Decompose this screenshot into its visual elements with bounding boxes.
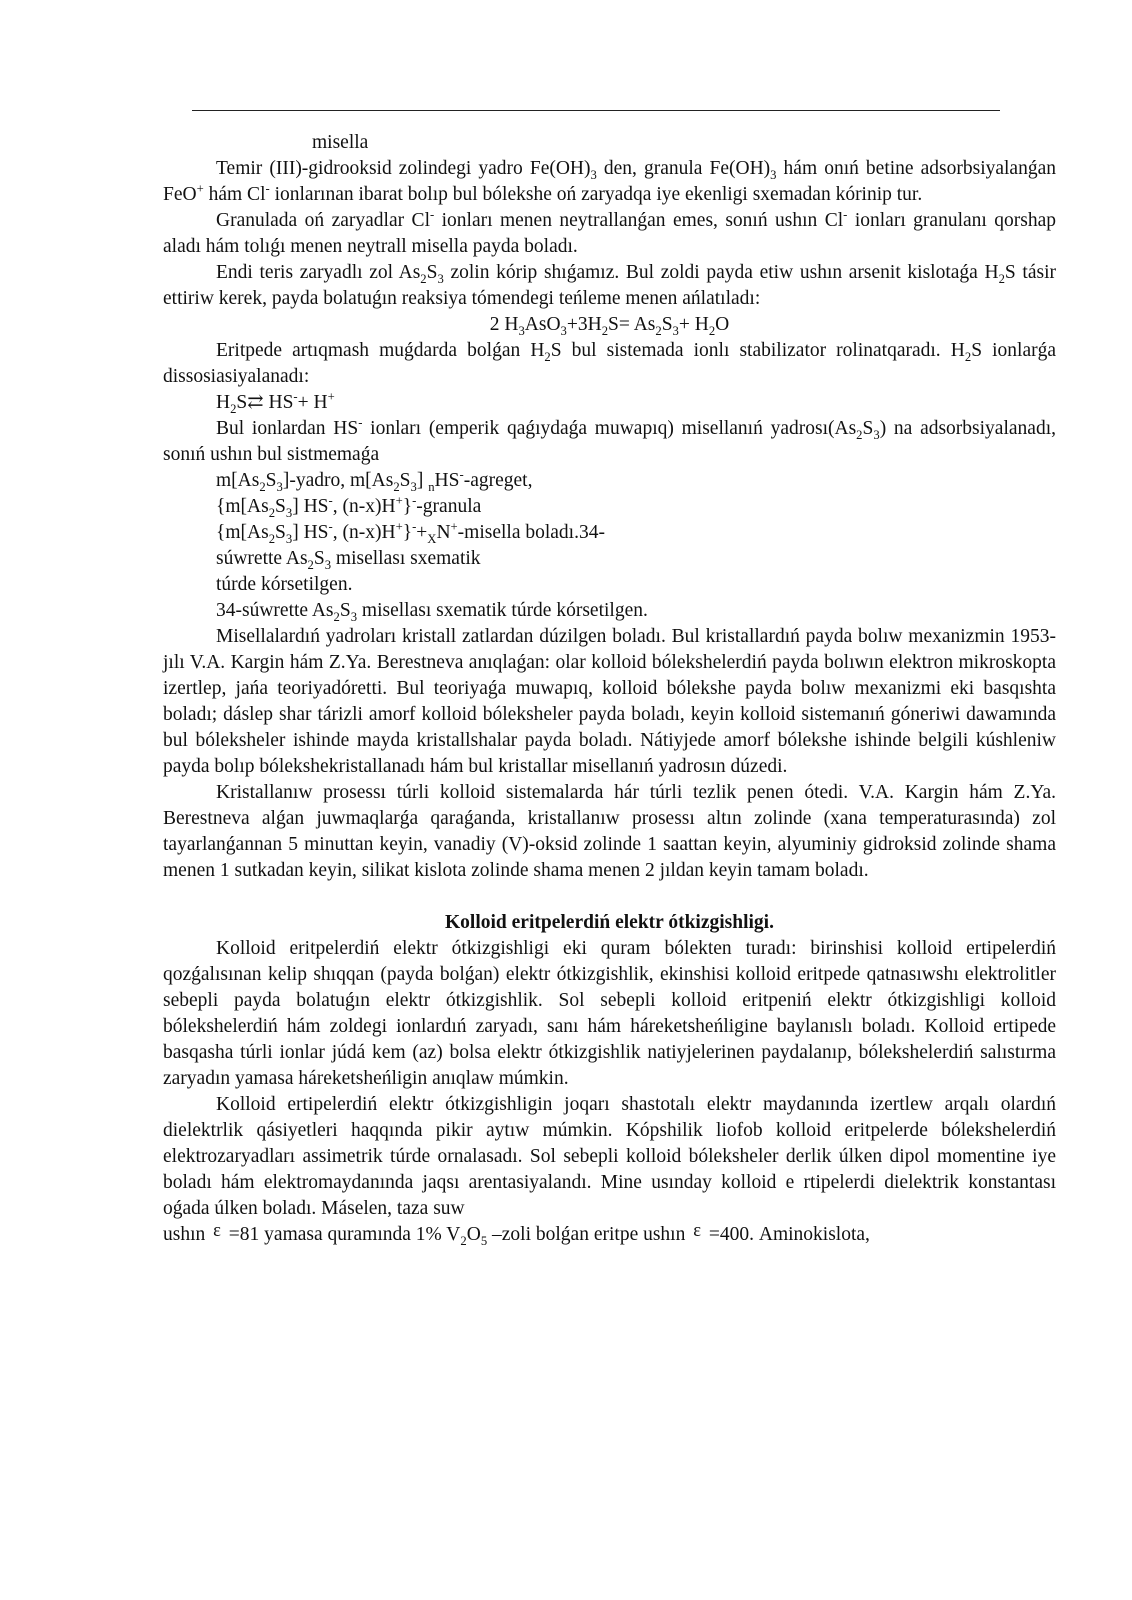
document-body: [163, 130, 1056, 1248]
dissociation-equation: $H_2S⇄$ HS-+ H+: [216, 389, 335, 416]
paragraph-dielectric: Kolloid ertipelerdiń elektr ótkizgishligin joqarı shastotalı elektr maydanında izertlew arqalı olardıń dielektrlik qásiyetleri haqqında pikir aytıw múmkin. Kópshilik liofob kolloid eritpelerde bólekshelerdiń elektrozaryadları assimetrik túrde ornalasadı. Sol sebepli kolloid bóleksheler derlik úlken dipol momentine iye boladı hám elektromaydanında jaqsı arentasiyalandı. Mine usınday kolloid e rtipelerdi dielektrik konstantası oǵada úlken boladı. Máselen, taza suw: [163, 1094, 1056, 1219]
figure-caption: 34-súwrette $As_2S_3$ misellası sxematik túrde kórsetilgen.: [216, 600, 648, 624]
misella-label: misella: [312, 132, 369, 153]
paragraph-crystal-cores: Misellalardıń yadroları kristall zatlardan dúzilgen boladı. Bul kristallardıń payda bolıw mexanizmin 1953-jılı V.A. Kargin hám Z.Ya. Berestneva anıqlaǵan: olar kolloid bólekshelerdiń payda bolıwın elektron mikroskopta izertlep, jańa teoriyadóretti. Bul teoriyaǵa muwapıq, kolloid bólekshe payda bolıw mexanizmi eki basqıshta boladı; dáslep shar tárizli amorf kolloid bóleksheler payda boladı, keyin kolloid sistemanıń góneriwi dawamında bul bóleksheler ishinde mayda kristallshalar payda boladı. Nátiyjede amorf bólekshe ishinde belgili kúshleniw payda bolıp bólekshekristallanadı hám bul kristallar misellanıń yadrosın dúzedi.: [163, 626, 1056, 777]
paragraph-dielectric-values: ushın ε =81 yamasa quramında 1% $V_2O_5$ –zoli bolǵan eritpe ushın ε =400. Aminokislota,: [163, 1220, 870, 1248]
formula-core: $m[As_2S_3]$-yadro, $m[As_2S_3]$ $_n$HS--agreget,: [216, 467, 533, 494]
paragraph-crystallization: Kristallanıw prosessı túrli kolloid sistemalarda hár túrli tezlik penen ótedi. V.A. Kargin hám Z.Ya. Berestneva alǵan juwmaqlarǵa qaraǵanda, kristallanıw prosessı altın zolinde (xana temperaturasında) zol tayarlanǵannan 5 minuttan keyin, vanadiy (V)-oksid zolinde 1 saattan keyin, alyuminiy gidroksid zolinde shama menen 1 sutkadan keyin, silikat kislota zolinde shama menen 2 jıldan keyin tamam boladı.: [163, 782, 1056, 881]
epsilon-symbol: ε: [693, 1220, 702, 1241]
figure-caption-line-1: súwrette $As_2S_3$ misellası sxematik: [216, 548, 481, 572]
reaction-equation: 2 $H_3AsO_3+3H_2S= As_2S_3+ H_2O$: [489, 314, 730, 338]
paragraph-conductivity: Kolloid eritpelerdiń elektr ótkizgishligi eki quram bólekten turadı: birinshisi kolloid ertipelerdiń qozǵalısınan kelip shıqqan (payda bolǵan) elektr ótkizgishlik, ekinshisi kolloid eritpede qatnasıwshı elektrolitler sebepli payda bolatuǵın elektr ótkizgishlik. Sol sebepli kolloid eritpeniń elektr ótkizgishligi kolloid bólekshelerdiń hám zoldegi ionlardıń zaryadı, sanı hám háreketsheńligine baylanıslı boladı. Kolloid ertipede basqasha túrli ionlar júdá kem (az) bolsa elektr ótkizgishlik natiyjelerinen paydalanıp, bólekshelerdiń salıstırma zaryadın yamasa háreketsheńligin anıqlaw múmkin.: [163, 938, 1056, 1089]
formula-granule: {$m[As_2S_3]$ HS-, (n-x)H+}--granula: [216, 493, 482, 520]
figure-caption-line-2: túrde kórsetilgen.: [216, 574, 353, 595]
formula-micelle: {$m[As_2S_3]$ HS-, $(n-x)H^+\}^-+_XN^+$-misella boladı.34-: [216, 519, 605, 546]
header-rule: [192, 110, 1000, 111]
paragraph-hs-ions: Bul ionlardan HS- ionları (emperik qaǵıydaǵa muwapıq) misellanıń $yadrosı(As_2S_3)$ na adsorbsiyalanadı, sonıń ushın bul sistmemaǵa: [163, 415, 1056, 465]
paragraph-arsenic-sulfide: Endi teris zaryadlı zol $As_2S_3$ zolin kórip shıǵamız. Bul zoldi payda etiw ushın arsenit kislotaǵa $H_2S$ tásir ettiriw kerek, payda bolatuǵın reaksiya tómendegi teńleme menen ańlatıladı:: [163, 262, 1056, 309]
section-heading: Kolloid eritpelerdiń elektr ótkizgishligi.: [445, 912, 774, 933]
paragraph-iron-hydroxide: Temir (III)-gidrooksid zolindegi yadro $Fe(OH)_3$ den, granula $Fe(OH)_3$ hám onıń betine adsorbsiyalanǵan FeO+ hám Cl- ionlarınan ibarat bolıp bul bólekshe oń zaryadqa iye ekenligi sxemadan kórinip tur.: [163, 158, 1056, 205]
paragraph-granule-charge: Granulada oń zaryadlar Cl- ionları menen neytrallanǵan emes, sonıń ushın Cl- ionları granulanı qorshap aladı hám tolıǵı menen neytrall misella payda boladı.: [163, 207, 1056, 257]
paragraph-stabilizer: Eritpede artıqmash muǵdarda bolǵan $H_2S$ bul sistemada ionlı stabilizator rolinatqaradı. $H_2S$ ionlarǵa dissosiasiyalanadı:: [163, 340, 1057, 387]
epsilon-symbol: ε: [213, 1220, 221, 1241]
